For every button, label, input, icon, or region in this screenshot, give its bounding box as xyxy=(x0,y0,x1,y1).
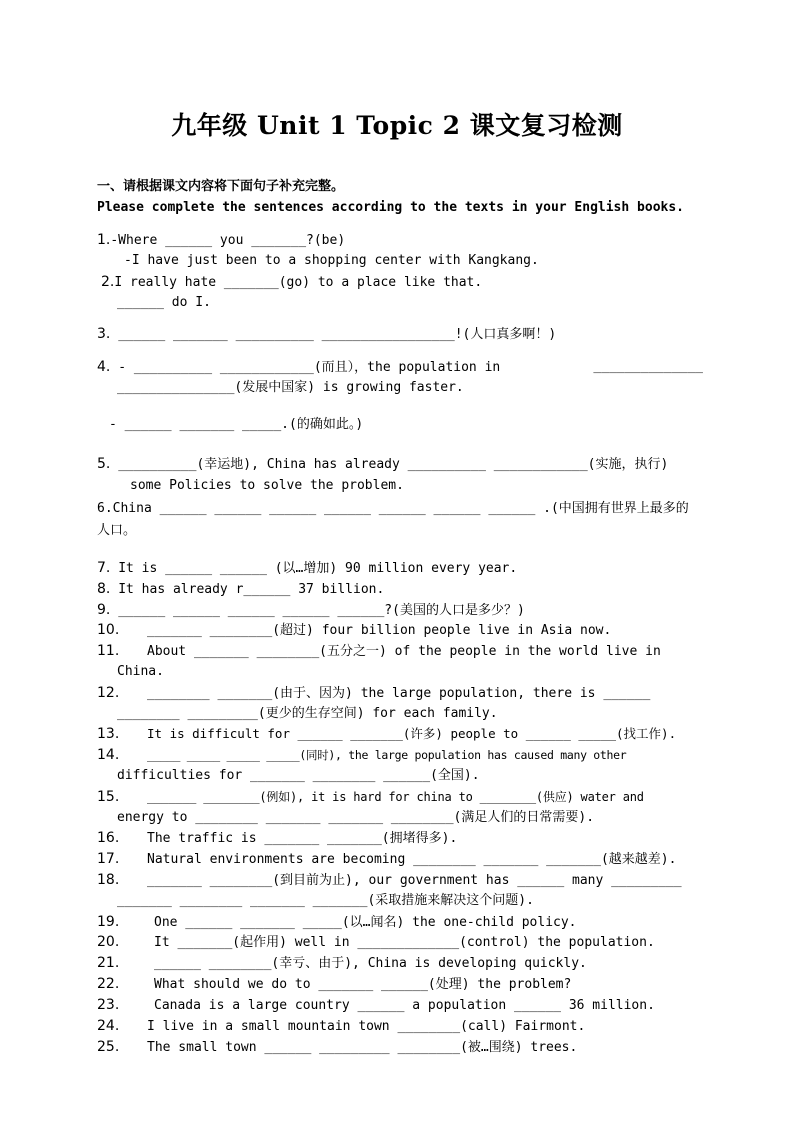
question-text: What should we do to _______ ______(处理) the problem? xyxy=(154,977,572,992)
question-text: _______ ________(超过) four billion people live in Asia now. xyxy=(147,623,612,638)
question-text: It is ______ ______ (以…增加) 90 million every year. xyxy=(118,561,518,576)
question-number: 21. xyxy=(97,955,120,971)
question-number: 5. xyxy=(97,456,111,472)
question-text: _______ ________(到目前为止), our government has ______ many _________ xyxy=(147,873,682,888)
question-13 xyxy=(97,725,676,744)
question-number: 19. xyxy=(97,914,120,930)
question-4-line-2: _______________(发展中国家) is growing faster. xyxy=(117,380,464,395)
section-instruction: Please complete the sentences according to the texts in your English books. xyxy=(97,200,684,215)
question-19 xyxy=(97,913,577,932)
question-11-line-1 xyxy=(97,642,703,661)
question-text: I really hate _______(go) to a place like that. xyxy=(114,275,483,290)
question-18-line-1 xyxy=(97,871,682,890)
question-text: -Where ______ you _______?(be) xyxy=(110,233,346,248)
section-heading: 一、请根据课文内容将下面句子补充完整。 xyxy=(97,179,345,194)
question-number: 22. xyxy=(97,976,120,992)
question-number: 25. xyxy=(97,1039,120,1055)
question-number: 4. xyxy=(97,359,111,375)
question-17 xyxy=(97,850,676,869)
question-text: About _______ ________(五分之一) of the people in the world live in xyxy=(147,644,661,659)
question-number: 3. xyxy=(97,326,111,342)
question-text: _____ _____ _____ _____(同时), the large population has caused many other xyxy=(147,748,627,762)
question-number: 10. xyxy=(97,622,120,638)
question-text: - __________ ____________(而且），the population in xyxy=(118,360,501,375)
question-2-line-1 xyxy=(101,273,482,292)
question-16 xyxy=(97,829,457,848)
question-2-line-2: ______ do I. xyxy=(117,295,211,310)
question-6-line-2: 人口。 xyxy=(97,523,137,538)
question-text: ______ ______ ______ ______ ______?(美国的人口是多少？) xyxy=(118,603,525,618)
question-text: It _______(起作用) well in _____________(control) the population. xyxy=(154,935,655,950)
question-number: 23. xyxy=(97,997,120,1013)
question-text: I live in a small mountain town ________(call) Fairmont. xyxy=(147,1019,586,1034)
question-number: 16. xyxy=(97,830,120,846)
question-number: 1. xyxy=(97,232,111,248)
question-number: 13. xyxy=(97,726,120,742)
question-4-line-1 xyxy=(97,358,703,377)
question-number: 7. xyxy=(97,560,111,576)
question-text: __________(幸运地), China has already __________ ____________(实施，执行) xyxy=(118,457,669,472)
question-text: Canada is a large country ______ a population ______ 36 million. xyxy=(154,998,655,1013)
question-3 xyxy=(97,325,556,344)
question-8 xyxy=(97,580,384,599)
question-number: 9. xyxy=(97,602,111,618)
question-5-line-2: some Policies to solve the problem. xyxy=(130,478,404,493)
question-number: 14. xyxy=(97,747,120,763)
question-number: 17. xyxy=(97,851,120,867)
question-15-line-1 xyxy=(97,788,644,807)
question-25 xyxy=(97,1038,577,1057)
question-number: 11. xyxy=(97,643,120,659)
question-text: It has already r______ 37 billion. xyxy=(118,582,385,597)
question-24 xyxy=(97,1017,585,1036)
question-number: 15. xyxy=(97,789,120,805)
question-number: 20. xyxy=(97,934,120,950)
question-14-line-1 xyxy=(97,746,626,765)
question-4-line-3: - ______ _______ _____.(的确如此。) xyxy=(109,417,364,432)
question-14-line-2: difficulties for _______ ________ ______(全国). xyxy=(117,768,480,783)
question-text: ______ ________(幸亏、由于), China is developing quickly. xyxy=(154,956,587,971)
question-1-line-1 xyxy=(97,231,345,250)
question-text: It is difficult for ______ _______(许多) people to ______ _____(找工作). xyxy=(147,726,677,741)
question-21 xyxy=(97,954,587,973)
question-text: ________ _______(由于、因为) the large population, there is ______ xyxy=(147,686,651,701)
question-text: The small town ______ _________ ________(被…围绕) trees. xyxy=(147,1040,578,1055)
question-number: 18. xyxy=(97,872,120,888)
question-10 xyxy=(97,621,611,640)
question-number: 2. xyxy=(101,274,115,290)
page-title: 九年级 Unit 1 Topic 2 课文复习检测 xyxy=(171,111,623,140)
question-23 xyxy=(97,996,655,1015)
question-22 xyxy=(97,975,571,994)
question-text: One ______ _______ _____(以…闻名) the one-child policy. xyxy=(154,915,577,930)
question-7 xyxy=(97,559,517,578)
question-number: 8. xyxy=(97,581,111,597)
question-1-line-2: -I have just been to a shopping center with Kangkang. xyxy=(124,253,539,268)
question-number: 24. xyxy=(97,1018,120,1034)
question-text-blank: ______________ xyxy=(593,359,703,374)
question-6-line-1: 6.China ______ ______ ______ ______ ______ ______ ______ .(中国拥有世界上最多的 xyxy=(97,501,689,516)
question-text: ______ _______ __________ _________________!(人口真多啊！) xyxy=(118,327,557,342)
question-20 xyxy=(97,933,655,952)
question-text: Natural environments are becoming ________ _______ _______(越来越差). xyxy=(147,852,677,867)
question-number: 12. xyxy=(97,685,120,701)
question-11-line-2: China. xyxy=(117,664,164,679)
question-text: The traffic is _______ _______(拥堵得多). xyxy=(147,831,458,846)
question-18-line-2: _______ ________ _______ _______(采取措施来解决这个问题). xyxy=(117,893,534,908)
question-text: _______ ________(例如), it is hard for china to ________(供应) water and xyxy=(147,790,644,804)
question-5-line-1 xyxy=(97,455,668,474)
question-12-line-1 xyxy=(97,684,650,703)
question-9 xyxy=(97,601,525,620)
question-15-line-2: energy to ________ _______ _______ ________(满足人们的日常需要). xyxy=(117,810,595,825)
question-12-line-2: ________ _________(更少的生存空间) for each family. xyxy=(117,706,498,721)
